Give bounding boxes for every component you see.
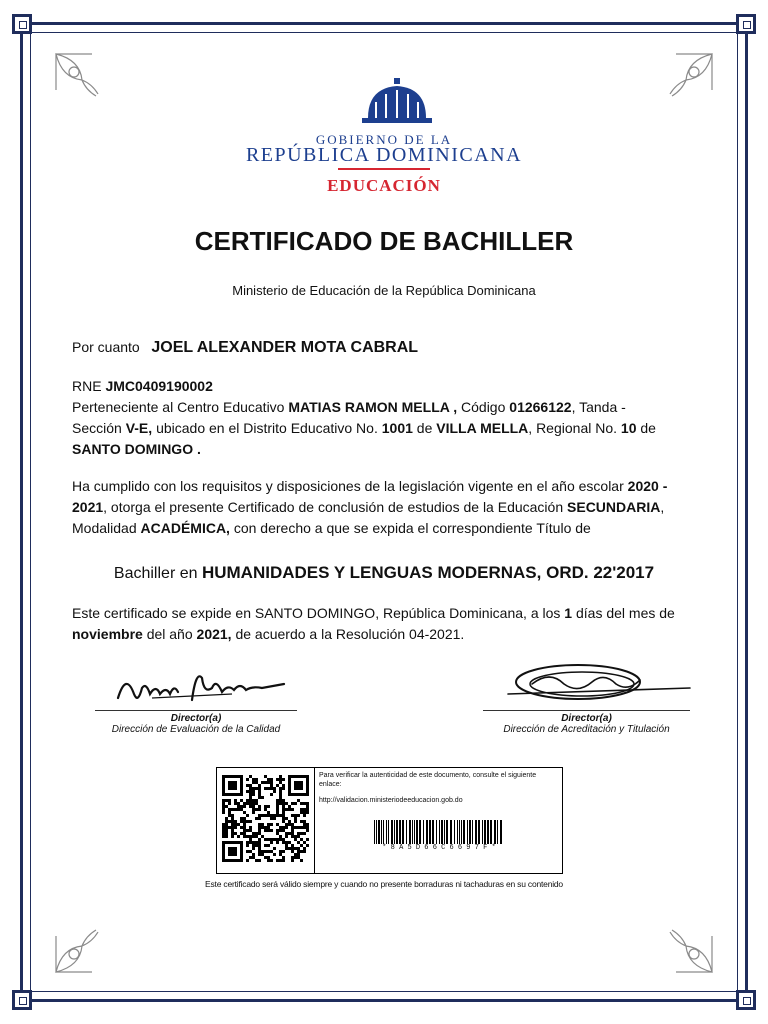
modality-value: ACADÉMICA, — [140, 520, 230, 536]
validity-footer-note: Este certificado será válido siempre y cuando no presente borraduras ni tachaduras en su contenido — [205, 879, 563, 889]
district-number: 1001 — [381, 420, 413, 436]
verification-text: Para verificar la autenticidad de este documento, consulte el siguiente enlace: — [319, 772, 537, 788]
degree-line — [0, 563, 768, 583]
por-cuanto-line — [72, 336, 418, 359]
signatory-department: Dirección de Evaluación de la Calidad — [111, 724, 281, 735]
government-dome-logo-icon — [362, 78, 432, 130]
corner-ornament-bottom-left — [12, 990, 32, 1010]
text: de — [416, 420, 433, 436]
text: Este certificado se expide en SANTO DOMINGO, República Dominicana, a los — [72, 605, 561, 621]
student-info-paragraph — [72, 376, 692, 460]
barcode-text: * 8 A 5 D 6 6 C 6 6 9 7 F * — [382, 844, 496, 852]
student-name: JOEL ALEXANDER MOTA CABRAL — [151, 339, 419, 356]
text: Ha cumplido con los requisitos y disposiciones de la legislación vigente en el año escolar — [72, 478, 624, 494]
text: , otorga el presente Certificado de conclusión de estudios de la Educación — [103, 499, 564, 515]
text: Perteneciente al Centro Educativo — [72, 399, 285, 415]
signature-caption-right — [483, 713, 690, 735]
rne-value: JMC0409190002 — [105, 378, 213, 394]
logo-line-education: EDUCACIÓN — [327, 176, 441, 195]
rne-label: RNE — [72, 378, 102, 394]
text: días del mes de — [575, 605, 675, 621]
filigree-ornament-bottom-right — [660, 920, 716, 976]
requirements-paragraph — [72, 476, 692, 539]
barcode — [372, 820, 506, 844]
school-code: 01266122 — [509, 399, 572, 415]
issue-month: noviembre — [72, 626, 143, 642]
issue-year: 2021, — [196, 626, 232, 642]
education-level: SECUNDARIA — [567, 499, 661, 515]
text: del año — [146, 626, 193, 642]
text: de — [640, 420, 656, 436]
text: de acuerdo a la Resolución 04-2021. — [235, 626, 465, 642]
ministry-subtitle: Ministerio de Educación de la República Dominicana — [232, 283, 536, 298]
qr-code[interactable] — [217, 768, 314, 873]
signature-left — [112, 664, 292, 710]
por-cuanto-label: Por cuanto — [72, 339, 140, 355]
filigree-ornament-top-left — [52, 50, 108, 106]
regional-number: 10 — [620, 420, 637, 436]
degree-label: Bachiller en — [113, 565, 198, 582]
text: , — [660, 499, 665, 515]
text: Modalidad — [72, 520, 137, 536]
corner-ornament-top-right — [736, 14, 756, 34]
text: con derecho a que se expida el correspondiente Título de — [233, 520, 591, 536]
issuance-paragraph — [72, 603, 692, 645]
school-year-end: 2021 — [72, 499, 104, 515]
corner-ornament-top-left — [12, 14, 32, 34]
text: ubicado en el Distrito Educativo No. — [156, 420, 378, 436]
signatory-department: Dirección de Acreditación y Titulación — [503, 724, 670, 735]
district-place: VILLA MELLA — [436, 420, 529, 436]
issue-day: 1 — [564, 605, 573, 621]
signature-caption-left — [95, 713, 297, 735]
text: Código — [461, 399, 506, 415]
certificate-title: CERTIFICADO DE BACHILLER — [194, 226, 574, 256]
logo-red-divider — [338, 168, 430, 170]
filigree-ornament-top-right — [660, 50, 716, 106]
corner-ornament-bottom-right — [736, 990, 756, 1010]
degree-value: HUMANIDADES Y LENGUAS MODERNAS, ORD. 22'2017 — [201, 563, 655, 582]
text: , Regional No. — [528, 420, 618, 436]
school-name: MATIAS RAMON MELLA , — [288, 399, 458, 415]
filigree-ornament-bottom-left — [52, 920, 108, 976]
signatory-role: Director(a) — [170, 713, 222, 724]
logo-line-republic: REPÚBLICA DOMINICANA — [245, 144, 523, 166]
signature-line-left — [95, 710, 297, 711]
logo-line-government: GOBIERNO DE LA — [315, 132, 453, 147]
signatory-role: Director(a) — [561, 713, 612, 724]
signature-right — [500, 658, 700, 708]
text: , Tanda - — [571, 399, 626, 415]
section-value: V-E, — [125, 420, 153, 436]
signature-line-right — [483, 710, 690, 711]
province-value: SANTO DOMINGO . — [72, 441, 201, 457]
text: Sección — [72, 420, 122, 436]
school-year-start: 2020 - — [627, 478, 668, 494]
verification-url[interactable]: http://validacion.ministeriodeeducacion.gob.do — [319, 797, 463, 804]
